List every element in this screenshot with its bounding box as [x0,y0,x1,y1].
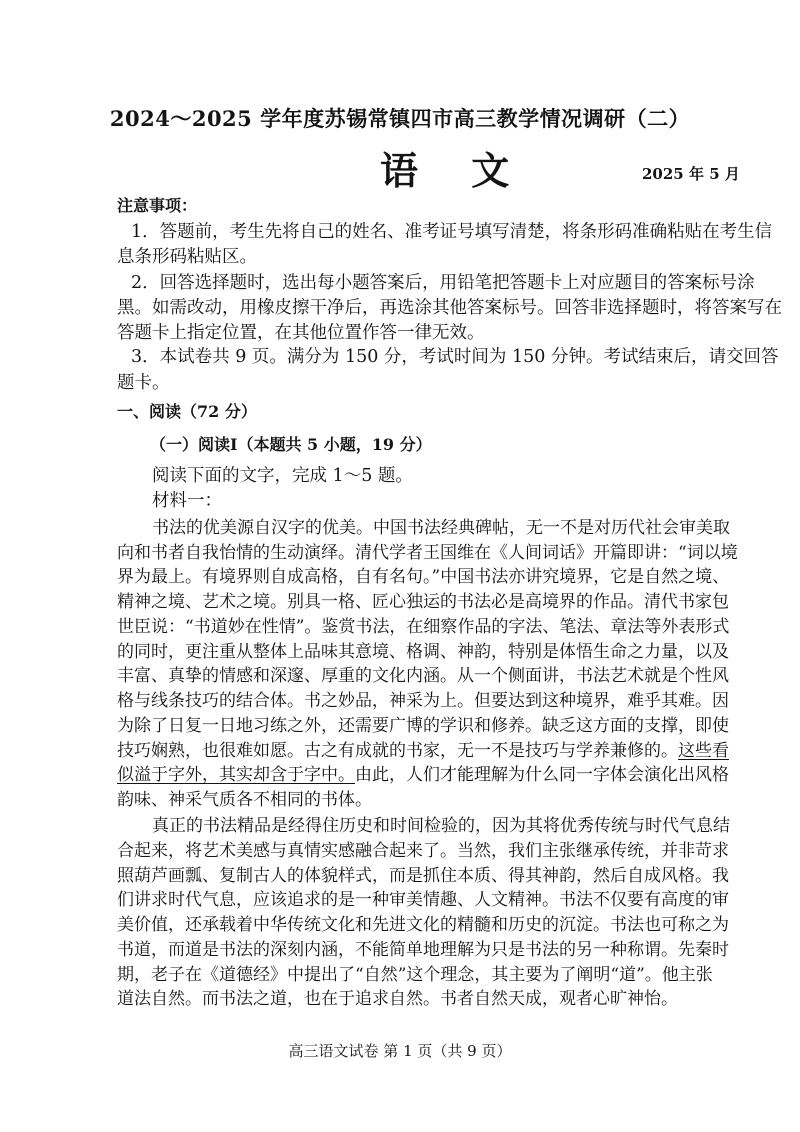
passage-text: 技巧娴熟，也很难如愿。古之有成就的书家，无一不是技巧与学养兼修的。 [117,741,678,761]
passage-line: 照葫芦画瓢、复制古人的体貌样式，而是抓住本质、得其神韵，然后自成风格。我 [117,866,729,886]
passage-line [117,736,729,761]
passage-line: 美价值，还承载着中华传统文化和先进文化的精髓和历史的沉淀。书法也可称之为 [117,915,729,935]
passage-line: 们讲求时代气息，应该追求的是一种审美情趣、人文精神。书法不仅要有高度的审 [117,890,729,910]
passage-line: 书道，而道是书法的深刻内涵，不能简单地理解为只是书法的另一种称谓。先秦时 [117,940,729,960]
passage-line [117,760,729,785]
passage-line: 世臣说：“书道妙在性情”。鉴赏书法，在细察作品的字法、笔法、章法等外表形式 [117,617,730,637]
notice-line: 息条形码粘贴区。 [117,247,257,267]
notice-line: 答题卡上指定位置，在其他位置作答一律无效。 [117,323,485,343]
passage-line: 道法自然。而书法之道，也在于追求自然。书者自然天成，观者心旷神怡。 [117,989,678,1009]
notice-line: 1．答题前，考生先将自己的姓名、准考证号填写清楚，将条形码准确粘贴在考生信 [131,222,773,242]
sub-section-heading: （一）阅读Ⅰ（本题共 5 小题，19 分） [150,435,432,454]
material-label: 材料一： [152,491,222,511]
passage-line: 韵味、神采气质各不相同的书体。 [117,790,372,810]
passage-line: 书法的优美源自汉字的优美。中国书法经典碑帖，无一不是对历代社会审美取 [152,518,730,538]
notice-heading: 注意事项： [117,196,198,215]
underlined-text: 似溢于字外，其实却含于字中。 [117,765,355,785]
passage-line: 期，老子在《道德经》中提出了“自然”这个理念，其主要为了阐明“道”。他主张 [117,965,713,985]
notice-line: 2．回答选择题时，选出每小题答案后，用铅笔把答题卡上对应题目的答案标号涂 [131,273,755,293]
page-footer: 高三语文试卷 第 1 页（共 9 页） [288,1042,512,1060]
notice-line: 题卡。 [117,373,170,393]
notice-line: 3．本试卷共 9 页。满分为 150 分，考试时间为 150 分钟。考试结束后，请交回答 [131,347,779,367]
passage-line: 丰富、真挚的情感和深邃、厚重的文化内涵。从一个侧面讲，书法艺术就是个性风 [117,666,729,686]
passage-line: 向和书者自我怡情的生动演绎。清代学者王国维在《人间词话》开篇即讲：“词以境 [117,543,738,563]
exam-date: 2025 年 5 月 [642,165,740,183]
passage-line: 为除了日复一日地习练之外，还需要广博的学识和修养。缺乏这方面的支撑，即使 [117,716,729,736]
instruction-text: 阅读下面的文字，完成 1～5 题。 [152,466,413,486]
passage-line: 合起来，将艺术美感与真情实感融合起来了。当然，我们主张继承传统，并非苛求 [117,841,729,861]
notice-line: 黑。如需改动，用橡皮擦干净后，再选涂其他答案标号。回答非选择题时，将答案写在 [117,298,782,318]
passage-line: 格与线条技巧的结合体。书之妙品，神采为上。但要达到这种境界，难乎其难。因 [117,691,729,711]
passage-line: 的同时，更注重从整体上品味其意境、格调、神韵，特别是体悟生命之力量，以及 [117,642,729,662]
exam-title: 2024～2025 学年度苏锡常镇四市高三教学情况调研（二） [109,106,691,131]
passage-line: 界为最上。有境界则自成高格，自有名句。”中国书法亦讲究境界，它是自然之境、 [117,567,730,587]
passage-text: 由此，人们才能理解为什么同一字体会演化出风格 [355,765,729,785]
underlined-text: 这些看 [678,741,729,761]
subject-title: 语 文 [380,148,530,193]
passage-line: 真正的书法精品是经得住历史和时间检验的，因为其将优秀传统与时代气息结 [152,816,730,836]
passage-line: 精神之境、艺术之境。别具一格、匠心独运的书法必是高境界的作品。清代书家包 [117,592,729,612]
section-heading: 一、阅读（72 分） [117,402,257,421]
